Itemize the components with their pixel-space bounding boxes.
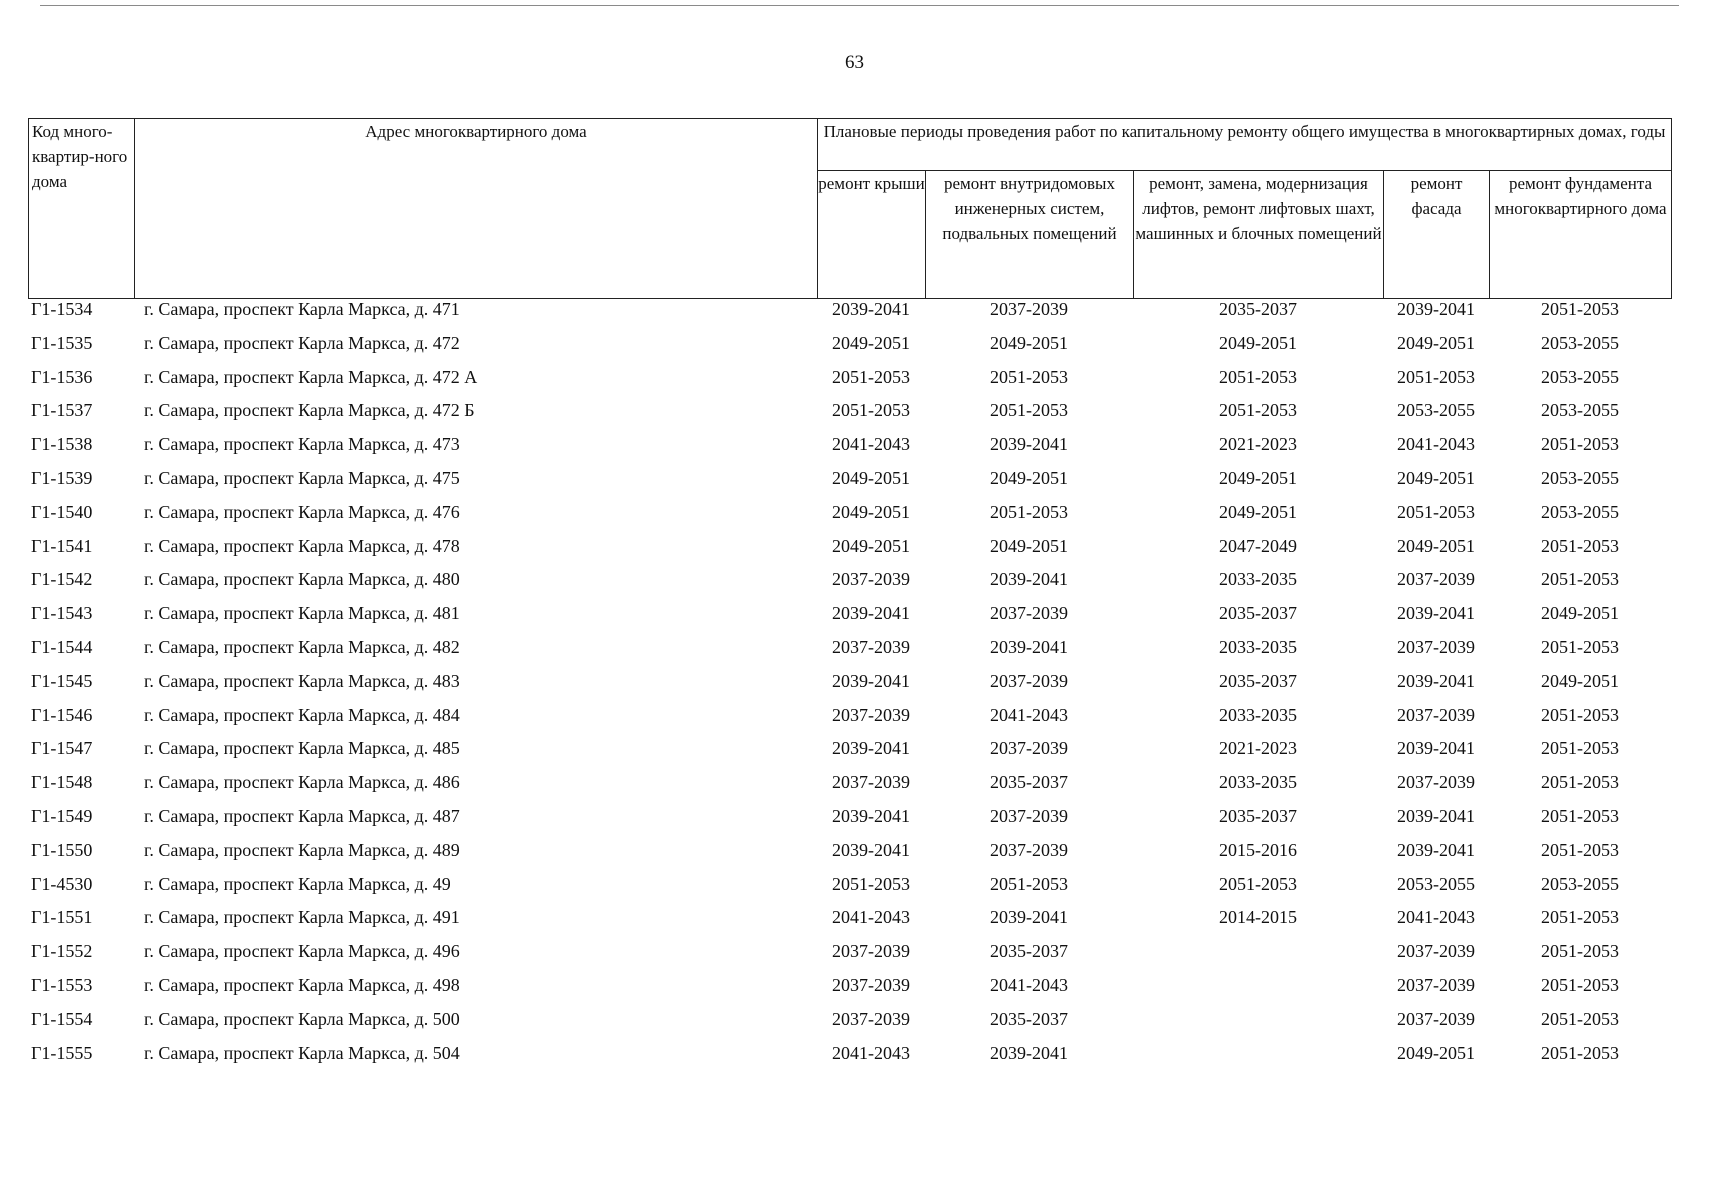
cell-foundation: 2053-2055: [1541, 467, 1619, 488]
cell-code: Г1-1534: [31, 299, 93, 319]
cell-systems: 2051-2053: [990, 400, 1068, 421]
cell-lifts: 2049-2051: [1219, 501, 1297, 522]
cell-foundation: 2051-2053: [1541, 941, 1619, 962]
cell-address: г. Самара, проспект Карла Маркса, д. 471: [144, 299, 460, 319]
cell-lifts: [1133, 1009, 1383, 1043]
cell-roof: 2037-2039: [832, 772, 910, 793]
cell-address: г. Самара, проспект Карла Маркса, д. 504: [144, 1042, 460, 1063]
cell-code: Г1-1538: [31, 434, 93, 455]
cell-address: г. Самара, проспект Карла Маркса, д. 491: [144, 907, 460, 928]
cell-foundation: 2051-2053: [1541, 974, 1619, 995]
cell-lifts: 2021-2023: [1219, 434, 1297, 455]
cell-roof: 2039-2041: [832, 670, 910, 691]
cell-roof: 2039-2041: [832, 839, 910, 860]
header-facade: ремонт фасада: [1384, 171, 1490, 299]
cell-address: г. Самара, проспект Карла Маркса, д. 49: [144, 873, 451, 894]
cell-lifts: 2035-2037: [1219, 805, 1297, 826]
cell-roof: 2039-2041: [832, 299, 910, 319]
cell-facade: 2049-2051: [1397, 1042, 1475, 1063]
cell-address: г. Самара, проспект Карла Маркса, д. 481: [144, 603, 460, 624]
cell-address: г. Самара, проспект Карла Маркса, д. 482: [144, 636, 460, 657]
cell-roof: 2041-2043: [832, 907, 910, 928]
header-planned-periods: Плановые периоды проведения работ по капитальному ремонту общего имущества в многоквартирных домах, годы: [818, 119, 1672, 171]
header-foundation: ремонт фундамента многоквартирного дома: [1490, 171, 1672, 299]
table-row: [28, 569, 1671, 603]
cell-lifts: 2035-2037: [1219, 670, 1297, 691]
cell-address: г. Самара, проспект Карла Маркса, д. 475: [144, 467, 460, 488]
table-row: [28, 502, 1671, 536]
cell-code: Г1-1555: [31, 1042, 93, 1063]
cell-code: Г1-1552: [31, 941, 93, 962]
table-row: [28, 468, 1671, 502]
cell-foundation: 2051-2053: [1541, 569, 1619, 590]
cell-roof: 2051-2053: [832, 873, 910, 894]
header-systems: ремонт внутридомовых инженерных систем, подвальных помещений: [926, 171, 1134, 299]
table-row: [28, 806, 1671, 840]
cell-roof: 2049-2051: [832, 535, 910, 556]
table-row: [28, 367, 1671, 401]
table-row: [28, 333, 1671, 367]
table-row: [28, 738, 1671, 772]
cell-address: г. Самара, проспект Карла Маркса, д. 485: [144, 738, 460, 759]
table-row: [28, 637, 1671, 671]
cell-code: Г1-1547: [31, 738, 93, 759]
cell-facade: 2037-2039: [1397, 704, 1475, 725]
cell-systems: 2049-2051: [990, 535, 1068, 556]
cell-facade: 2039-2041: [1397, 738, 1475, 759]
cell-facade: 2041-2043: [1397, 907, 1475, 928]
cell-foundation: 2051-2053: [1541, 907, 1619, 928]
cell-address: г. Самара, проспект Карла Маркса, д. 498: [144, 974, 460, 995]
cell-facade: 2037-2039: [1397, 569, 1475, 590]
cell-lifts: [1133, 975, 1383, 1009]
cell-facade: 2039-2041: [1397, 670, 1475, 691]
table-row: [28, 840, 1671, 874]
cell-systems: 2049-2051: [990, 467, 1068, 488]
cell-code: Г1-1539: [31, 467, 93, 488]
cell-address: г. Самара, проспект Карла Маркса, д. 472: [144, 332, 460, 353]
cell-facade: 2051-2053: [1397, 366, 1475, 387]
cell-lifts: [1133, 941, 1383, 975]
table-row: [28, 434, 1671, 468]
cell-roof: 2049-2051: [832, 501, 910, 522]
table-row: [28, 400, 1671, 434]
cell-foundation: 2051-2053: [1541, 1008, 1619, 1029]
cell-roof: 2051-2053: [832, 400, 910, 421]
data-rows: [28, 299, 1671, 1076]
cell-foundation: 2051-2053: [1541, 636, 1619, 657]
cell-systems: 2037-2039: [990, 670, 1068, 691]
cell-code: Г1-1542: [31, 569, 93, 590]
cell-roof: 2041-2043: [832, 434, 910, 455]
cell-facade: 2053-2055: [1397, 400, 1475, 421]
cell-foundation: 2051-2053: [1541, 805, 1619, 826]
cell-foundation: 2053-2055: [1541, 332, 1619, 353]
table-row: [28, 975, 1671, 1009]
cell-foundation: 2053-2055: [1541, 366, 1619, 387]
cell-roof: 2037-2039: [832, 1008, 910, 1029]
cell-foundation: 2053-2055: [1541, 501, 1619, 522]
table-row: [28, 536, 1671, 570]
page-number: 63: [845, 52, 864, 73]
cell-facade: 2037-2039: [1397, 772, 1475, 793]
cell-code: Г1-1536: [31, 366, 93, 387]
table-row: [28, 874, 1671, 908]
cell-lifts: 2033-2035: [1219, 704, 1297, 725]
cell-address: г. Самара, проспект Карла Маркса, д. 476: [144, 501, 460, 522]
cell-roof: 2041-2043: [832, 1042, 910, 1063]
cell-lifts: 2035-2037: [1219, 299, 1297, 319]
cell-lifts: 2035-2037: [1219, 603, 1297, 624]
cell-foundation: 2051-2053: [1541, 434, 1619, 455]
cell-roof: 2037-2039: [832, 704, 910, 725]
cell-systems: 2041-2043: [990, 704, 1068, 725]
cell-foundation: 2051-2053: [1541, 738, 1619, 759]
cell-foundation: 2051-2053: [1541, 299, 1619, 319]
cell-facade: 2037-2039: [1397, 941, 1475, 962]
cell-address: г. Самара, проспект Карла Маркса, д. 484: [144, 704, 460, 725]
table-row: [28, 907, 1671, 941]
header-code: Код много-квартир-ного дома: [29, 119, 135, 299]
cell-foundation: 2053-2055: [1541, 873, 1619, 894]
cell-systems: 2035-2037: [990, 772, 1068, 793]
header-lifts: ремонт, замена, модернизация лифтов, ремонт лифтовых шахт, машинных и блочных помещений: [1134, 171, 1384, 299]
cell-address: г. Самара, проспект Карла Маркса, д. 480: [144, 569, 460, 590]
cell-code: Г1-1541: [31, 535, 93, 556]
cell-code: Г1-1544: [31, 636, 93, 657]
cell-foundation: 2053-2055: [1541, 400, 1619, 421]
cell-code: Г1-1550: [31, 839, 93, 860]
cell-lifts: 2051-2053: [1219, 400, 1297, 421]
table-row: [28, 299, 1671, 333]
cell-facade: 2041-2043: [1397, 434, 1475, 455]
cell-systems: 2049-2051: [990, 332, 1068, 353]
cell-systems: 2037-2039: [990, 603, 1068, 624]
cell-facade: 2037-2039: [1397, 974, 1475, 995]
cell-code: Г1-1540: [31, 501, 93, 522]
cell-roof: 2037-2039: [832, 569, 910, 590]
cell-facade: 2037-2039: [1397, 1008, 1475, 1029]
cell-systems: 2041-2043: [990, 974, 1068, 995]
cell-facade: 2049-2051: [1397, 332, 1475, 353]
cell-foundation: 2051-2053: [1541, 704, 1619, 725]
cell-lifts: 2021-2023: [1219, 738, 1297, 759]
cell-lifts: 2049-2051: [1219, 332, 1297, 353]
header-address: Адрес многоквартирного дома: [135, 119, 818, 299]
cell-code: Г1-4530: [31, 873, 93, 894]
cell-systems: 2037-2039: [990, 839, 1068, 860]
cell-roof: 2037-2039: [832, 941, 910, 962]
cell-systems: 2039-2041: [990, 636, 1068, 657]
cell-code: Г1-1553: [31, 974, 93, 995]
cell-systems: 2039-2041: [990, 569, 1068, 590]
table-header: [28, 118, 1672, 299]
cell-foundation: 2051-2053: [1541, 839, 1619, 860]
cell-foundation: 2051-2053: [1541, 1042, 1619, 1063]
cell-facade: 2051-2053: [1397, 501, 1475, 522]
cell-systems: 2035-2037: [990, 1008, 1068, 1029]
cell-lifts: 2049-2051: [1219, 467, 1297, 488]
cell-systems: 2035-2037: [990, 941, 1068, 962]
cell-address: г. Самара, проспект Карла Маркса, д. 496: [144, 941, 460, 962]
cell-code: Г1-1554: [31, 1008, 93, 1029]
cell-lifts: 2047-2049: [1219, 535, 1297, 556]
cell-roof: 2039-2041: [832, 603, 910, 624]
cell-roof: 2039-2041: [832, 738, 910, 759]
cell-facade: 2037-2039: [1397, 636, 1475, 657]
cell-facade: 2039-2041: [1397, 805, 1475, 826]
cell-foundation: 2049-2051: [1541, 603, 1619, 624]
cell-lifts: 2033-2035: [1219, 772, 1297, 793]
cell-lifts: 2051-2053: [1219, 873, 1297, 894]
cell-lifts: 2051-2053: [1219, 366, 1297, 387]
cell-address: г. Самара, проспект Карла Маркса, д. 486: [144, 772, 460, 793]
cell-code: Г1-1549: [31, 805, 93, 826]
table-row: [28, 1043, 1671, 1077]
cell-systems: 2039-2041: [990, 907, 1068, 928]
cell-foundation: 2049-2051: [1541, 670, 1619, 691]
cell-code: Г1-1545: [31, 670, 93, 691]
cell-facade: 2039-2041: [1397, 839, 1475, 860]
cell-address: г. Самара, проспект Карла Маркса, д. 487: [144, 805, 460, 826]
cell-facade: 2039-2041: [1397, 299, 1475, 319]
cell-address: г. Самара, проспект Карла Маркса, д. 483: [144, 670, 460, 691]
cell-address: г. Самара, проспект Карла Маркса, д. 489: [144, 839, 460, 860]
table-row: [28, 1009, 1671, 1043]
cell-address: г. Самара, проспект Карла Маркса, д. 472 А: [144, 366, 478, 387]
cell-foundation: 2051-2053: [1541, 535, 1619, 556]
scan-top-line: [40, 5, 1679, 6]
cell-address: г. Самара, проспект Карла Маркса, д. 478: [144, 535, 460, 556]
cell-systems: 2051-2053: [990, 873, 1068, 894]
cell-code: Г1-1535: [31, 332, 93, 353]
table-row: [28, 603, 1671, 637]
cell-lifts: 2033-2035: [1219, 569, 1297, 590]
cell-lifts: 2014-2015: [1219, 907, 1297, 928]
cell-systems: 2051-2053: [990, 501, 1068, 522]
cell-lifts: [1133, 1043, 1383, 1077]
cell-lifts: 2033-2035: [1219, 636, 1297, 657]
cell-address: г. Самара, проспект Карла Маркса, д. 500: [144, 1008, 460, 1029]
cell-facade: 2053-2055: [1397, 873, 1475, 894]
table-row: [28, 941, 1671, 975]
cell-roof: 2037-2039: [832, 974, 910, 995]
table-row: [28, 705, 1671, 739]
cell-facade: 2049-2051: [1397, 535, 1475, 556]
header-roof: ремонт крыши: [818, 171, 926, 299]
table-row: [28, 772, 1671, 806]
cell-systems: 2037-2039: [990, 299, 1068, 319]
cell-roof: 2037-2039: [832, 636, 910, 657]
cell-code: Г1-1548: [31, 772, 93, 793]
cell-code: Г1-1546: [31, 704, 93, 725]
cell-roof: 2051-2053: [832, 366, 910, 387]
cell-systems: 2039-2041: [990, 1042, 1068, 1063]
cell-systems: 2051-2053: [990, 366, 1068, 387]
cell-foundation: 2051-2053: [1541, 772, 1619, 793]
cell-address: г. Самара, проспект Карла Маркса, д. 472 Б: [144, 400, 475, 421]
cell-systems: 2039-2041: [990, 434, 1068, 455]
cell-lifts: 2015-2016: [1219, 839, 1297, 860]
cell-systems: 2037-2039: [990, 738, 1068, 759]
cell-roof: 2049-2051: [832, 332, 910, 353]
cell-code: Г1-1551: [31, 907, 93, 928]
cell-address: г. Самара, проспект Карла Маркса, д. 473: [144, 434, 460, 455]
cell-systems: 2037-2039: [990, 805, 1068, 826]
table-row: [28, 671, 1671, 705]
cell-roof: 2049-2051: [832, 467, 910, 488]
cell-code: Г1-1543: [31, 603, 93, 624]
cell-facade: 2049-2051: [1397, 467, 1475, 488]
cell-roof: 2039-2041: [832, 805, 910, 826]
cell-facade: 2039-2041: [1397, 603, 1475, 624]
cell-code: Г1-1537: [31, 400, 93, 421]
